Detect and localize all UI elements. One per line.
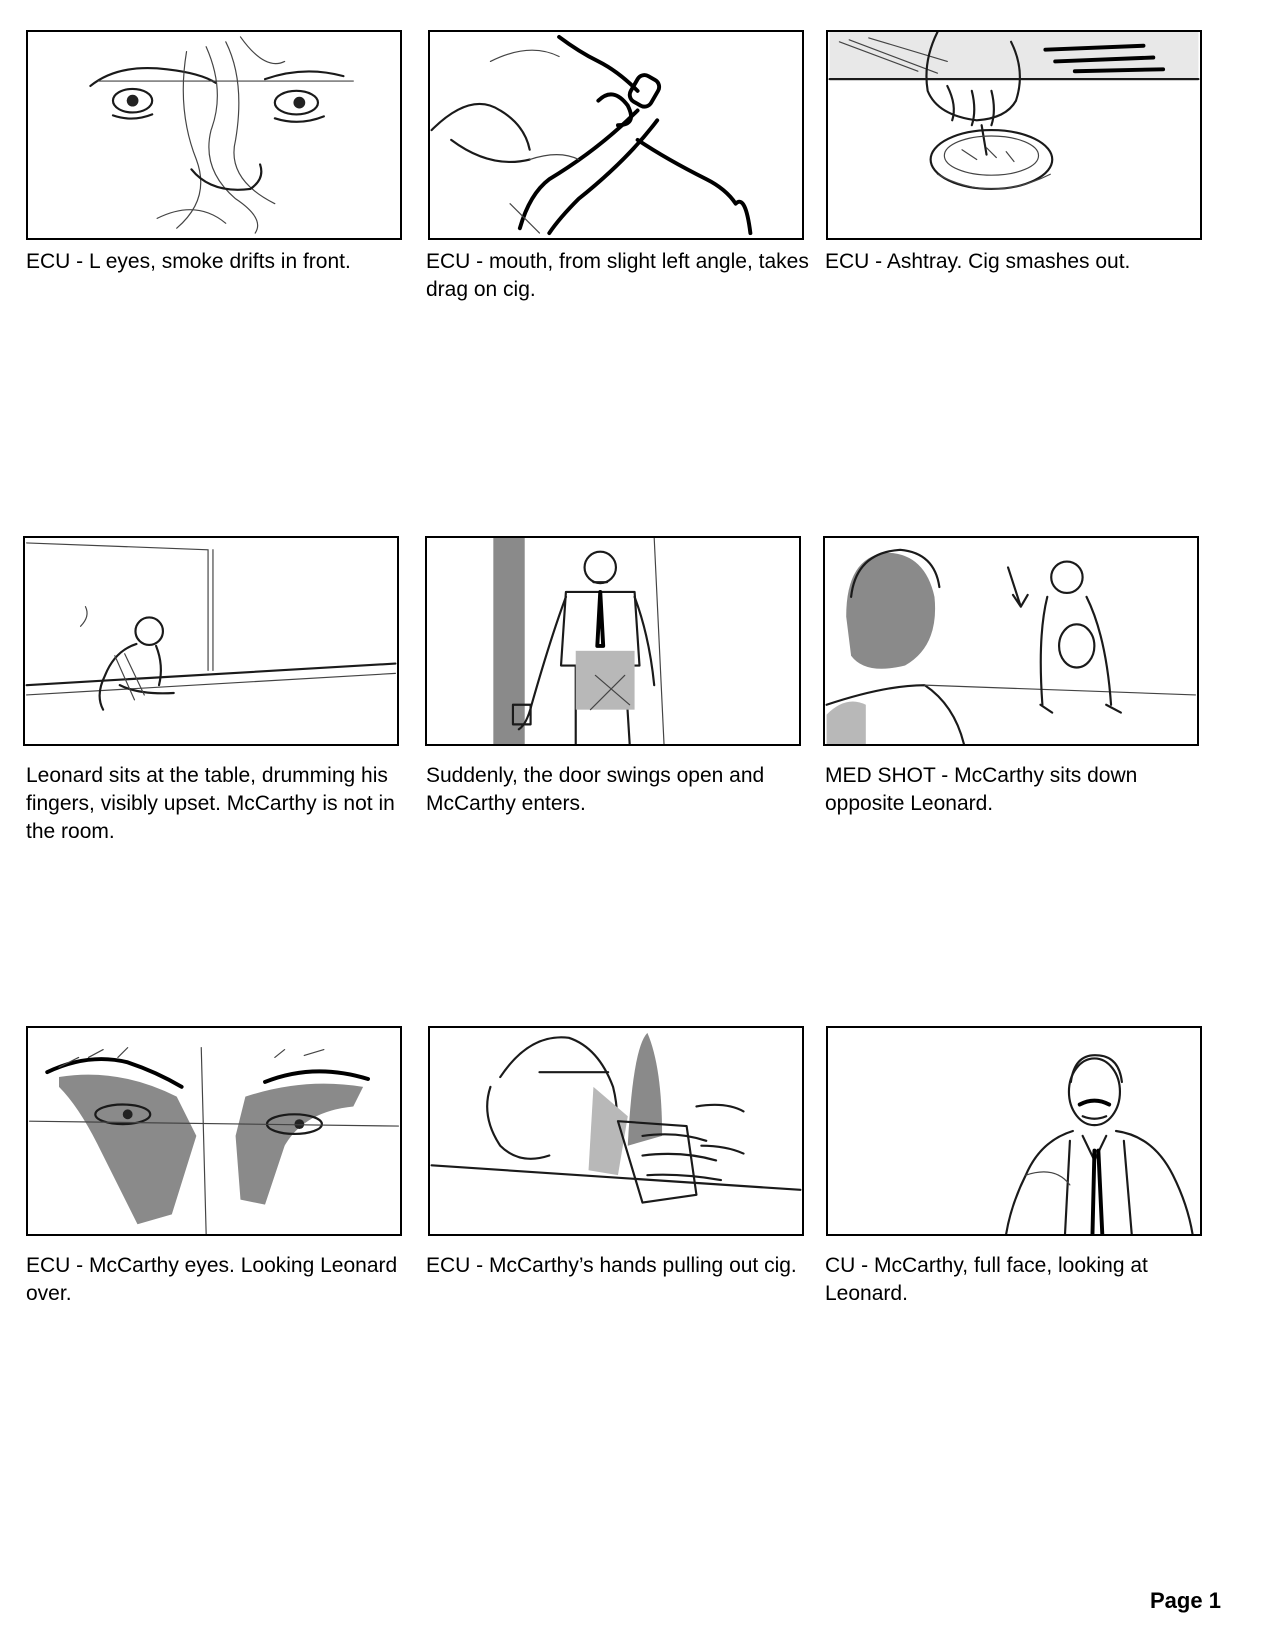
storyboard-panel-2	[428, 30, 804, 240]
sketch-man-close-up	[828, 1028, 1200, 1234]
page-number: Page 1	[1150, 1588, 1221, 1613]
storyboard-panel-4	[23, 536, 399, 746]
panel-9-caption: CU - McCarthy, full face, looking at Leonard.	[825, 1254, 1148, 1305]
sketch-hands-cigarette-pack	[430, 1028, 802, 1234]
sketch-eyes-shadowed	[28, 1028, 400, 1234]
sketch-man-at-table	[25, 538, 397, 744]
panel-1-caption: ECU - L eyes, smoke drifts in front.	[26, 250, 351, 273]
storyboard-panel-9	[826, 1026, 1202, 1236]
panel-3-caption: ECU - Ashtray. Cig smashes out.	[825, 250, 1131, 273]
storyboard-panel-1	[26, 30, 402, 240]
sketch-mouth-smoking	[430, 32, 802, 238]
sketch-eyes-with-smoke	[28, 32, 400, 238]
panel-4-caption: Leonard sits at the table, drumming his fingers, visibly upset. McCarthy is not in the room.	[26, 764, 395, 843]
storyboard-panel-5	[425, 536, 801, 746]
panel-8-caption: ECU - McCarthy’s hands pulling out cig.	[426, 1254, 797, 1277]
sketch-over-shoulder-two-shot	[825, 538, 1197, 744]
panel-6-caption: MED SHOT - McCarthy sits down opposite Leonard.	[825, 764, 1138, 815]
storyboard-panel-7	[26, 1026, 402, 1236]
sketch-man-in-doorway	[427, 538, 799, 744]
storyboard-panel-6	[823, 536, 1199, 746]
storyboard-panel-3	[826, 30, 1202, 240]
panel-5-caption: Suddenly, the door swings open and McCarthy enters.	[426, 764, 765, 815]
panel-2-caption: ECU - mouth, from slight left angle, takes drag on cig.	[426, 250, 809, 301]
sketch-hand-ashtray	[828, 32, 1200, 238]
storyboard-panel-8	[428, 1026, 804, 1236]
panel-7-caption: ECU - McCarthy eyes. Looking Leonard over.	[26, 1254, 398, 1305]
